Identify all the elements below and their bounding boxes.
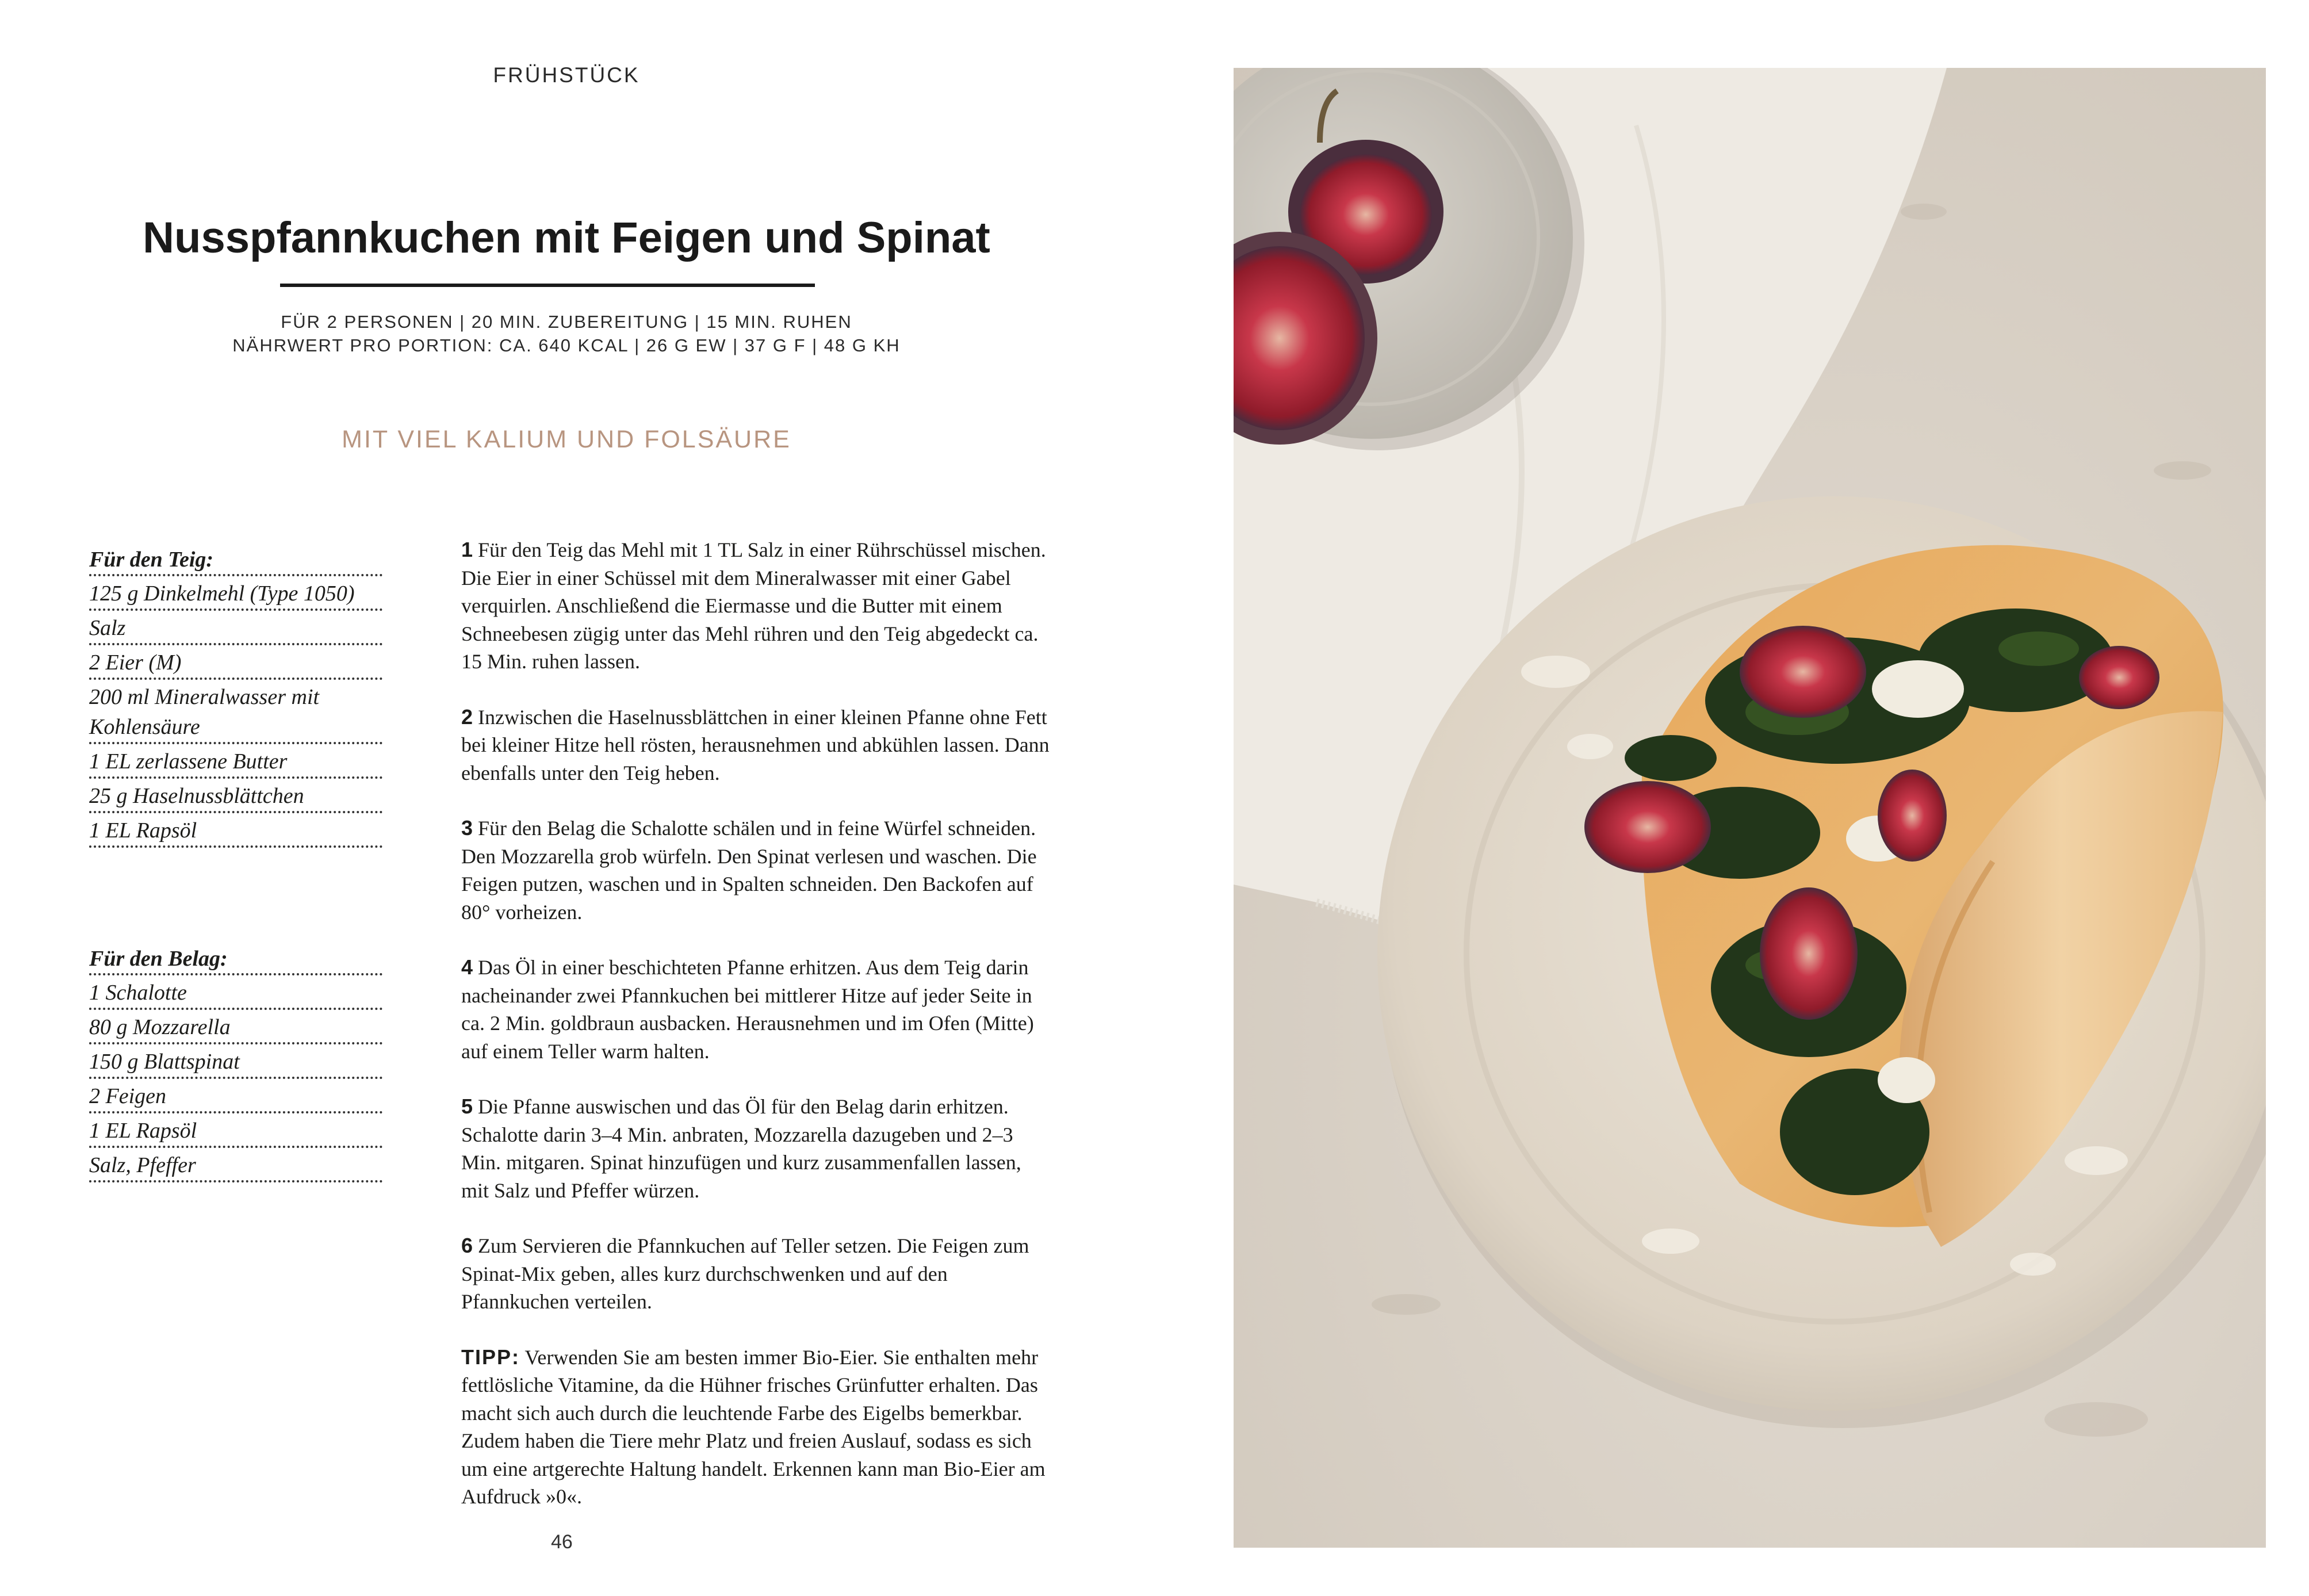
ingredient-item: 2 Eier (M) [89,645,382,680]
instruction-step [461,1093,1054,1204]
step-number: 2 [461,705,473,729]
ingredient-item: Salz [89,611,382,645]
step-text: Das Öl in einer beschichteten Pfanne erhitzen. Aus dem Teig darin nacheinander zwei Pfannkuchen bei mittlerer Hitze auf jeder Seite in ca. 2 Min. goldbraun ausbacken. Herausnehmen und im Ofen (Mitte) auf einem Teller warm halten. [461,956,1034,1063]
page-number: 46 [551,1531,573,1553]
step-number: 3 [461,816,473,840]
ingredients-topping-heading: Für den Belag: [89,944,382,975]
step-text: Für den Belag die Schalotte schälen und in feine Würfel schneiden. Den Mozzarella grob würfeln. Den Spinat verlesen und waschen. Die Feigen putzen, waschen und in Spalten schneiden. Den Backofen auf 80° vorheizen. [461,817,1037,924]
recipe-meta-line-1: FÜR 2 PERSONEN | 20 MIN. ZUBEREITUNG | 15 MIN. RUHEN [281,312,852,332]
instructions [461,536,1054,1538]
instruction-step [461,703,1054,787]
tip-text: Verwenden Sie am besten immer Bio-Eier. Sie enthalten mehr fettlösliche Vitamine, da die Hühner frisches Grünfutter erhalten. Das macht sich auch durch die leuchtende Farbe des Eigelbs bemerkbar. Zudem haben die Tiere mehr Platz und freien Auslauf, sodass es sich um eine artgerechte Haltung handelt. Erkennen kann man Bio-Eier am Aufdruck »0«. [461,1345,1046,1508]
step-number: 1 [461,538,473,561]
ingredient-item: 200 ml Mineralwasser mit Kohlensäure [89,680,382,744]
ingredient-item: 1 Schalotte [89,975,382,1010]
instruction-step [461,536,1054,676]
ingredient-item: 1 EL zerlassene Butter [89,744,382,779]
step-text: Zum Servieren die Pfannkuchen auf Teller setzen. Die Feigen zum Spinat-Mix geben, alles kurz durchschwenken und auf den Pfannkuchen verteilen. [461,1234,1029,1313]
step-number: 4 [461,955,473,979]
ingredient-item: 150 g Blattspinat [89,1044,382,1079]
ingredient-item: 25 g Haselnussblättchen [89,779,382,813]
ingredient-item: Salz, Pfeffer [89,1148,382,1182]
title-underline [280,284,815,287]
ingredient-item: 80 g Mozzarella [89,1010,382,1044]
food-photo [1234,68,2266,1548]
recipe-meta-line-2: NÄHRWERT PRO PORTION: CA. 640 KCAL | 26 G EW | 37 G F | 48 G KH [232,335,901,355]
tip-label: TIPP: [461,1345,520,1369]
step-number: 5 [461,1094,473,1118]
step-text: Inzwischen die Haselnussblättchen in einer kleinen Pfanne ohne Fett bei kleiner Hitze hell rösten, herausnehmen und abkühlen lassen. Dann ebenfalls unter den Teig heben. [461,705,1050,784]
instruction-step [461,1232,1054,1316]
tip [461,1344,1054,1511]
ingredients-dough [89,545,382,848]
instruction-step [461,954,1054,1065]
ingredient-item: 2 Feigen [89,1079,382,1113]
step-text: Für den Teig das Mehl mit 1 TL Salz in einer Rührschüssel mischen. Die Eier in einer Schüssel mit dem Mineralwasser mit einer Gabel verquirlen. Anschließend die Eiermasse und die Butter mit einem Schneebesen zügig unter das Mehl rühren und den Teig abgedeckt ca. 15 Min. ruhen lassen. [461,538,1046,673]
ingredients-dough-heading: Für den Teig: [89,545,382,576]
ingredient-item: 1 EL Rapsöl [89,1113,382,1148]
step-text: Die Pfanne auswischen und das Öl für den Belag darin erhitzen. Schalotte darin 3–4 Min. anbraten, Mozzarella dazugeben und 2–3 Min. mitgaren. Spinat hinzufügen und kurz zusammenfallen lassen, mit Salz und Pfeffer würzen. [461,1095,1021,1202]
step-number: 6 [461,1234,473,1257]
instruction-step [461,814,1054,926]
ingredients-topping [89,944,382,1182]
section-label: FRÜHSTÜCK [493,63,640,87]
ingredient-item: 1 EL Rapsöl [89,813,382,848]
ingredient-item: 125 g Dinkelmehl (Type 1050) [89,576,382,611]
recipe-subheading: MIT VIEL KALIUM UND FOLSÄURE [342,426,791,453]
recipe-title: Nusspfannkuchen mit Feigen und Spinat [143,213,990,262]
